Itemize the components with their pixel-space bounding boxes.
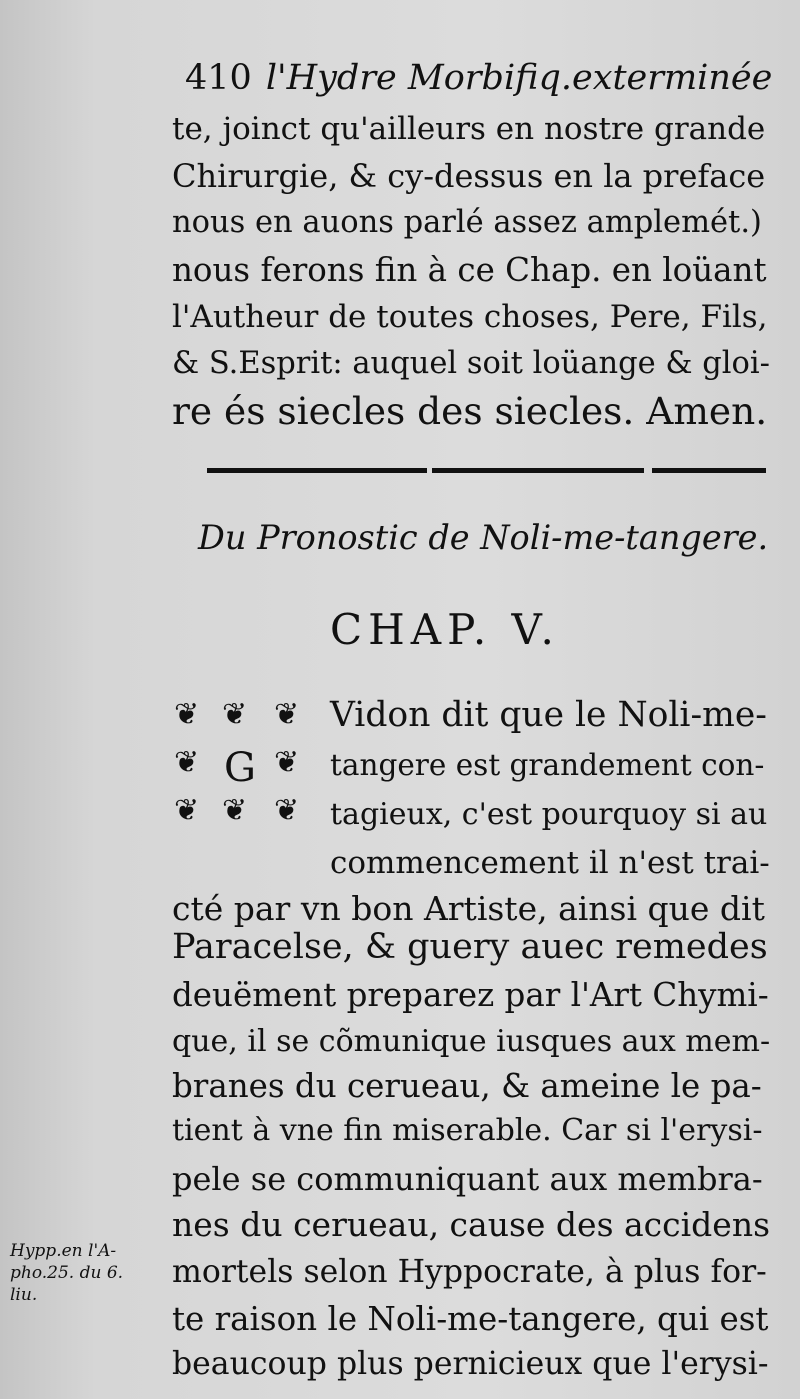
text-line: Chirurgie, & cy-dessus en la preface [172, 157, 766, 195]
section-divider [432, 468, 644, 473]
chapter-number: CHAP. V. [330, 605, 560, 654]
margin-note-line: Hypp.en l'A- [10, 1241, 117, 1261]
fleuron-icon: ❦ [174, 745, 200, 780]
text-line: commencement il n'est trai- [330, 845, 770, 881]
fleuron-icon: ❦ [174, 697, 200, 732]
text-line: mortels selon Hyppocrate, à plus for- [172, 1254, 767, 1290]
text-line: te raison le Noli-me-tangere, qui est [172, 1300, 769, 1338]
drop-cap: G [224, 745, 256, 791]
text-line: deuëment preparez par l'Art Chymi- [172, 976, 769, 1014]
running-title: l'Hydre Morbifiq.exterminée [265, 58, 773, 98]
text-line: tangere est grandement con- [330, 748, 765, 782]
text-line: cté par vn bon Artiste, ainsi que dit [172, 889, 765, 928]
fleuron-icon: ❦ [274, 745, 300, 780]
text-line: tient à vne fin miserable. Car si l'erysi- [172, 1113, 763, 1148]
text-line: que, il se cõmunique iusques aux mem- [172, 1024, 771, 1059]
page-header [185, 58, 772, 98]
margin-note-line: liu. [10, 1285, 38, 1305]
fleuron-icon: ❦ [222, 697, 248, 732]
chapter-title: Du Pronostic de Noli-me-tangere. [198, 518, 769, 557]
margin-note-line: pho.25. du 6. [10, 1263, 124, 1283]
text-line: branes du cerueau, & ameine le pa- [172, 1067, 762, 1105]
text-line: Paracelse, & guery auec remedes [172, 927, 768, 967]
text-line: pele se communiquant aux membra- [172, 1160, 763, 1198]
text-line: tagieux, c'est pourquoy si au [330, 797, 768, 832]
fleuron-icon: ❦ [274, 697, 300, 732]
section-divider [652, 468, 766, 473]
text-line: re és siecles des siecles. Amen. [172, 389, 768, 433]
text-line: beaucoup plus pernicieux que l'erysi- [172, 1346, 769, 1382]
fleuron-icon: ❦ [174, 793, 200, 828]
fleuron-icon: ❦ [222, 793, 248, 828]
text-line: nous en auons parlé assez amplemét.) [172, 205, 762, 240]
fleuron-icon: ❦ [274, 793, 300, 828]
text-line: nous ferons fin à ce Chap. en loüant [172, 251, 767, 289]
margin-note [10, 1240, 160, 1306]
text-line: te, joinct qu'ailleurs en nostre grande [172, 111, 766, 147]
section-divider [207, 468, 427, 473]
text-line: Vidon dit que le Noli-me- [330, 695, 767, 735]
page-number: 410 [185, 58, 252, 98]
decorated-initial [172, 695, 322, 839]
text-line: nes du cerueau, cause des accidens [172, 1205, 771, 1244]
text-line: & S.Esprit: auquel soit loüange & gloi- [172, 346, 770, 381]
text-line: l'Autheur de toutes choses, Pere, Fils, [172, 299, 768, 335]
